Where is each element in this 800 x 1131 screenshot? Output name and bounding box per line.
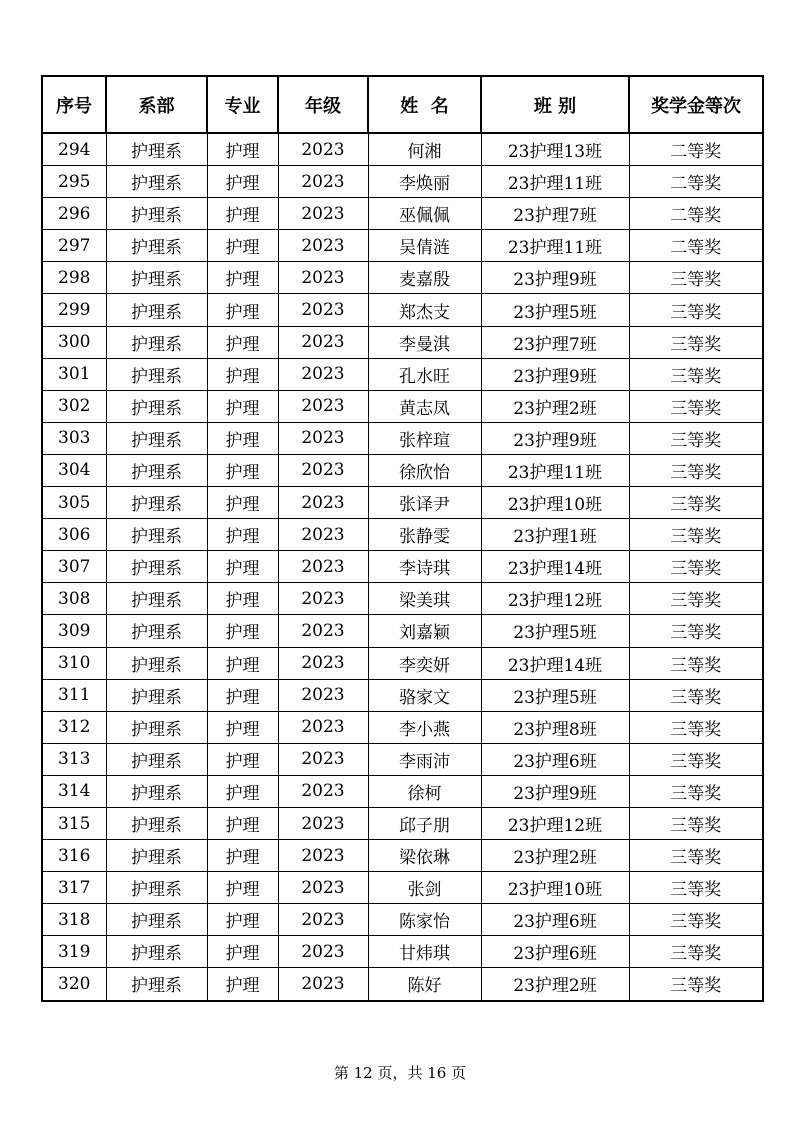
cell-grade: 2023 xyxy=(278,679,368,711)
cell-award-level: 三等奖 xyxy=(629,743,763,775)
cell-award-level: 三等奖 xyxy=(629,583,763,615)
cell-department: 护理系 xyxy=(106,647,207,679)
cell-class: 23护理9班 xyxy=(481,775,629,807)
cell-class: 23护理13班 xyxy=(481,133,629,166)
table-row xyxy=(42,807,763,839)
cell-department: 护理系 xyxy=(106,133,207,166)
table-row xyxy=(42,519,763,551)
cell-class: 23护理5班 xyxy=(481,679,629,711)
cell-index: 297 xyxy=(42,230,106,262)
cell-major: 护理 xyxy=(207,326,278,358)
cell-class: 23护理11班 xyxy=(481,230,629,262)
cell-major: 护理 xyxy=(207,872,278,904)
cell-class: 23护理2班 xyxy=(481,840,629,872)
table-row xyxy=(42,133,763,166)
cell-index: 298 xyxy=(42,262,106,294)
table-row xyxy=(42,904,763,936)
cell-name: 张译尹 xyxy=(368,487,481,519)
cell-class: 23护理9班 xyxy=(481,262,629,294)
cell-index: 314 xyxy=(42,775,106,807)
cell-index: 308 xyxy=(42,583,106,615)
cell-major: 护理 xyxy=(207,904,278,936)
cell-class: 23护理6班 xyxy=(481,743,629,775)
cell-class: 23护理11班 xyxy=(481,454,629,486)
page-footer: 第 12 页，共 16 页 xyxy=(333,1064,467,1082)
cell-department: 护理系 xyxy=(106,551,207,583)
cell-award-level: 三等奖 xyxy=(629,262,763,294)
table-row xyxy=(42,775,763,807)
cell-award-level: 三等奖 xyxy=(629,519,763,551)
cell-major: 护理 xyxy=(207,422,278,454)
cell-name: 梁美琪 xyxy=(368,583,481,615)
cell-major: 护理 xyxy=(207,743,278,775)
table-row xyxy=(42,679,763,711)
cell-name: 陈好 xyxy=(368,968,481,1001)
cell-major: 护理 xyxy=(207,968,278,1001)
cell-major: 护理 xyxy=(207,262,278,294)
cell-award-level: 三等奖 xyxy=(629,647,763,679)
cell-grade: 2023 xyxy=(278,262,368,294)
table-row xyxy=(42,454,763,486)
cell-grade: 2023 xyxy=(278,647,368,679)
table-row xyxy=(42,936,763,968)
cell-class: 23护理8班 xyxy=(481,711,629,743)
cell-class: 23护理10班 xyxy=(481,872,629,904)
cell-class: 23护理10班 xyxy=(481,487,629,519)
cell-class: 23护理12班 xyxy=(481,583,629,615)
header-class: 班 别 xyxy=(481,76,629,133)
cell-name: 麦嘉殷 xyxy=(368,262,481,294)
cell-class: 23护理5班 xyxy=(481,615,629,647)
cell-index: 316 xyxy=(42,840,106,872)
table-row xyxy=(42,198,763,230)
cell-award-level: 三等奖 xyxy=(629,358,763,390)
table-row xyxy=(42,390,763,422)
table-row xyxy=(42,968,763,1001)
cell-department: 护理系 xyxy=(106,198,207,230)
cell-award-level: 三等奖 xyxy=(629,968,763,1001)
cell-award-level: 二等奖 xyxy=(629,198,763,230)
cell-grade: 2023 xyxy=(278,743,368,775)
cell-index: 301 xyxy=(42,358,106,390)
table-row xyxy=(42,872,763,904)
table-row xyxy=(42,647,763,679)
cell-name: 李雨沛 xyxy=(368,743,481,775)
cell-award-level: 三等奖 xyxy=(629,679,763,711)
cell-name: 张梓瑄 xyxy=(368,422,481,454)
cell-department: 护理系 xyxy=(106,615,207,647)
cell-grade: 2023 xyxy=(278,807,368,839)
cell-department: 护理系 xyxy=(106,166,207,198)
table-row xyxy=(42,711,763,743)
cell-grade: 2023 xyxy=(278,326,368,358)
cell-grade: 2023 xyxy=(278,519,368,551)
cell-name: 张剑 xyxy=(368,872,481,904)
cell-name: 刘嘉颖 xyxy=(368,615,481,647)
cell-class: 23护理14班 xyxy=(481,647,629,679)
cell-name: 骆家文 xyxy=(368,679,481,711)
cell-major: 护理 xyxy=(207,519,278,551)
cell-major: 护理 xyxy=(207,390,278,422)
cell-name: 何湘 xyxy=(368,133,481,166)
cell-name: 徐柯 xyxy=(368,775,481,807)
header-name: 姓 名 xyxy=(368,76,481,133)
cell-class: 23护理12班 xyxy=(481,807,629,839)
cell-major: 护理 xyxy=(207,294,278,326)
cell-class: 23护理6班 xyxy=(481,904,629,936)
cell-grade: 2023 xyxy=(278,422,368,454)
cell-name: 黄志凤 xyxy=(368,390,481,422)
table-row xyxy=(42,262,763,294)
cell-grade: 2023 xyxy=(278,454,368,486)
cell-grade: 2023 xyxy=(278,166,368,198)
cell-index: 306 xyxy=(42,519,106,551)
cell-award-level: 三等奖 xyxy=(629,454,763,486)
cell-major: 护理 xyxy=(207,775,278,807)
cell-department: 护理系 xyxy=(106,519,207,551)
cell-major: 护理 xyxy=(207,166,278,198)
cell-name: 李诗琪 xyxy=(368,551,481,583)
cell-award-level: 三等奖 xyxy=(629,904,763,936)
table-row xyxy=(42,230,763,262)
cell-index: 295 xyxy=(42,166,106,198)
table-row xyxy=(42,422,763,454)
cell-index: 294 xyxy=(42,133,106,166)
cell-index: 305 xyxy=(42,487,106,519)
cell-class: 23护理6班 xyxy=(481,936,629,968)
cell-department: 护理系 xyxy=(106,743,207,775)
table-row xyxy=(42,840,763,872)
cell-class: 23护理1班 xyxy=(481,519,629,551)
cell-name: 李奕妍 xyxy=(368,647,481,679)
cell-index: 302 xyxy=(42,390,106,422)
cell-department: 护理系 xyxy=(106,711,207,743)
cell-award-level: 二等奖 xyxy=(629,166,763,198)
cell-department: 护理系 xyxy=(106,262,207,294)
cell-major: 护理 xyxy=(207,583,278,615)
cell-major: 护理 xyxy=(207,711,278,743)
cell-department: 护理系 xyxy=(106,230,207,262)
cell-name: 徐欣怡 xyxy=(368,454,481,486)
cell-grade: 2023 xyxy=(278,583,368,615)
cell-department: 护理系 xyxy=(106,936,207,968)
header-award-level: 奖学金等次 xyxy=(629,76,763,133)
cell-index: 307 xyxy=(42,551,106,583)
cell-grade: 2023 xyxy=(278,133,368,166)
cell-name: 张静雯 xyxy=(368,519,481,551)
cell-name: 陈家怡 xyxy=(368,904,481,936)
cell-grade: 2023 xyxy=(278,551,368,583)
cell-award-level: 三等奖 xyxy=(629,775,763,807)
cell-award-level: 三等奖 xyxy=(629,807,763,839)
cell-class: 23护理2班 xyxy=(481,390,629,422)
cell-class: 23护理9班 xyxy=(481,358,629,390)
cell-name: 吴倩涟 xyxy=(368,230,481,262)
cell-index: 319 xyxy=(42,936,106,968)
header-grade: 年级 xyxy=(278,76,368,133)
cell-award-level: 二等奖 xyxy=(629,230,763,262)
cell-award-level: 二等奖 xyxy=(629,133,763,166)
cell-award-level: 三等奖 xyxy=(629,711,763,743)
cell-index: 311 xyxy=(42,679,106,711)
cell-award-level: 三等奖 xyxy=(629,487,763,519)
cell-index: 310 xyxy=(42,647,106,679)
cell-award-level: 三等奖 xyxy=(629,551,763,583)
header-major: 专业 xyxy=(207,76,278,133)
cell-grade: 2023 xyxy=(278,968,368,1001)
cell-grade: 2023 xyxy=(278,294,368,326)
cell-grade: 2023 xyxy=(278,711,368,743)
cell-class: 23护理7班 xyxy=(481,198,629,230)
cell-name: 孔水旺 xyxy=(368,358,481,390)
cell-grade: 2023 xyxy=(278,198,368,230)
table-row xyxy=(42,743,763,775)
cell-name: 郑杰支 xyxy=(368,294,481,326)
cell-major: 护理 xyxy=(207,936,278,968)
cell-department: 护理系 xyxy=(106,968,207,1001)
cell-department: 护理系 xyxy=(106,294,207,326)
cell-index: 300 xyxy=(42,326,106,358)
cell-grade: 2023 xyxy=(278,936,368,968)
cell-major: 护理 xyxy=(207,679,278,711)
cell-grade: 2023 xyxy=(278,615,368,647)
cell-department: 护理系 xyxy=(106,840,207,872)
cell-grade: 2023 xyxy=(278,358,368,390)
cell-department: 护理系 xyxy=(106,583,207,615)
cell-department: 护理系 xyxy=(106,487,207,519)
cell-award-level: 三等奖 xyxy=(629,422,763,454)
cell-department: 护理系 xyxy=(106,807,207,839)
cell-major: 护理 xyxy=(207,198,278,230)
cell-major: 护理 xyxy=(207,358,278,390)
table-row xyxy=(42,583,763,615)
cell-class: 23护理14班 xyxy=(481,551,629,583)
cell-index: 318 xyxy=(42,904,106,936)
cell-index: 313 xyxy=(42,743,106,775)
cell-grade: 2023 xyxy=(278,872,368,904)
table-row xyxy=(42,294,763,326)
cell-name: 邱子朋 xyxy=(368,807,481,839)
cell-department: 护理系 xyxy=(106,679,207,711)
cell-index: 320 xyxy=(42,968,106,1001)
cell-grade: 2023 xyxy=(278,904,368,936)
cell-award-level: 三等奖 xyxy=(629,390,763,422)
table-row xyxy=(42,615,763,647)
cell-department: 护理系 xyxy=(106,326,207,358)
cell-class: 23护理9班 xyxy=(481,422,629,454)
table-row xyxy=(42,358,763,390)
cell-major: 护理 xyxy=(207,133,278,166)
cell-major: 护理 xyxy=(207,840,278,872)
cell-department: 护理系 xyxy=(106,454,207,486)
header-department: 系部 xyxy=(106,76,207,133)
cell-class: 23护理11班 xyxy=(481,166,629,198)
cell-name: 李小燕 xyxy=(368,711,481,743)
cell-department: 护理系 xyxy=(106,358,207,390)
cell-class: 23护理2班 xyxy=(481,968,629,1001)
cell-department: 护理系 xyxy=(106,390,207,422)
cell-award-level: 三等奖 xyxy=(629,872,763,904)
table-body xyxy=(42,133,763,1001)
table-row xyxy=(42,551,763,583)
cell-major: 护理 xyxy=(207,487,278,519)
cell-award-level: 三等奖 xyxy=(629,615,763,647)
cell-department: 护理系 xyxy=(106,872,207,904)
header-index: 序号 xyxy=(42,76,106,133)
cell-index: 315 xyxy=(42,807,106,839)
cell-award-level: 三等奖 xyxy=(629,294,763,326)
cell-major: 护理 xyxy=(207,230,278,262)
table-header-row xyxy=(42,76,763,133)
scholarship-table-container xyxy=(41,75,762,1002)
cell-award-level: 三等奖 xyxy=(629,326,763,358)
cell-major: 护理 xyxy=(207,454,278,486)
cell-major: 护理 xyxy=(207,551,278,583)
cell-index: 303 xyxy=(42,422,106,454)
table-row xyxy=(42,326,763,358)
cell-award-level: 三等奖 xyxy=(629,936,763,968)
cell-department: 护理系 xyxy=(106,775,207,807)
cell-class: 23护理5班 xyxy=(481,294,629,326)
cell-index: 309 xyxy=(42,615,106,647)
scholarship-table xyxy=(41,75,764,1002)
cell-name: 梁依琳 xyxy=(368,840,481,872)
cell-award-level: 三等奖 xyxy=(629,840,763,872)
cell-name: 李曼淇 xyxy=(368,326,481,358)
cell-name: 李焕丽 xyxy=(368,166,481,198)
table-row xyxy=(42,166,763,198)
cell-index: 312 xyxy=(42,711,106,743)
cell-grade: 2023 xyxy=(278,230,368,262)
cell-name: 甘炜琪 xyxy=(368,936,481,968)
table-row xyxy=(42,487,763,519)
cell-major: 护理 xyxy=(207,647,278,679)
cell-grade: 2023 xyxy=(278,840,368,872)
cell-grade: 2023 xyxy=(278,390,368,422)
cell-grade: 2023 xyxy=(278,487,368,519)
cell-grade: 2023 xyxy=(278,775,368,807)
cell-major: 护理 xyxy=(207,615,278,647)
cell-index: 304 xyxy=(42,454,106,486)
cell-major: 护理 xyxy=(207,807,278,839)
cell-index: 299 xyxy=(42,294,106,326)
cell-department: 护理系 xyxy=(106,904,207,936)
cell-index: 317 xyxy=(42,872,106,904)
cell-class: 23护理7班 xyxy=(481,326,629,358)
cell-name: 巫佩佩 xyxy=(368,198,481,230)
cell-department: 护理系 xyxy=(106,422,207,454)
cell-index: 296 xyxy=(42,198,106,230)
